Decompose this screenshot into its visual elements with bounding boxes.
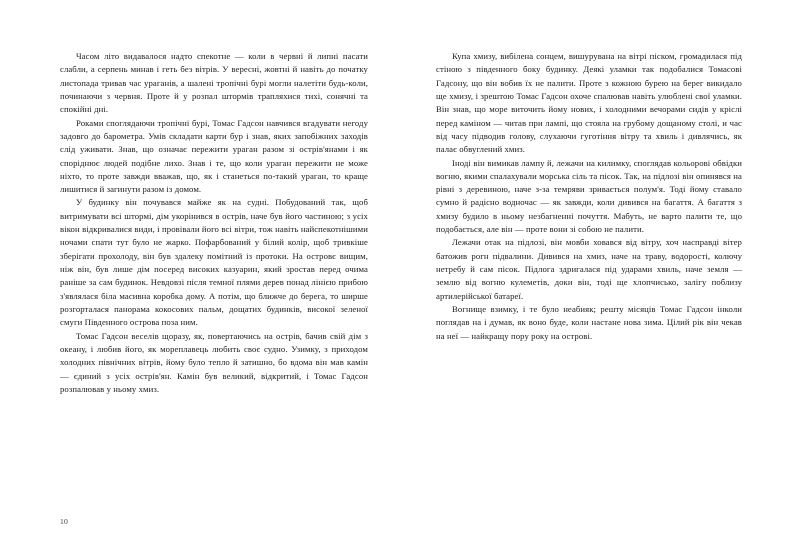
paragraph: Купа хмизу, вибілена сонцем, вишурувана на вітрі піском, громадилася під стіною з південного боку будинку. Деякі уламки так подобалися Томасові Гадсону, що він вобив їх не палити. Проте з кожною бурею на берег викидало ще хмизу, і зрештою Томас Гадсон охоче спалював навіть улюблені свої уламки. Він знав, що море виточить йому нових, і холодними вечорами сидів у кріслі перед каміном — читав при лампі, що стояла на грубому дощаному столі, и час від часу підводив голову, слухаючи гуготіння вітру та хвиль і дивлячись, як палає обвуглений хмиз.	[436, 51, 742, 155]
paragraph: Іноді він вимикав лампу й, лежачи на килимку, споглядав кольорові обвідки вогню, якими спалахували морська сіль та пісок. Так, на підлозі він опинявся на рівні з деревиною, наче з-за темряви зривається полум'я. Тоді йому ставало сумно й радісно водночас — як завжди, коли дивився на багаття. А багаття з хмизу будило в ньому незбагненні почуття. Мабуть, не варто палити те, що подобається, але він — проте вони зі собою не палити.	[436, 157, 742, 235]
paragraph: Роками споглядаючи тропічні бурі, Томас Гадсон навчився вгадувати негоду задовго до барометра. Умів складати карти бур і знав, яких запобіжних заходів слід уживати. Знав, що означає пережити ураган разом зі острів'янами і як споріднює людей подібне лихо. Знав і те, що коли ураган пережити не може ніхто, то проте завжди вважав, що, як і станеться по-такий ураган, то краще лишитися й загинути разом із домом.	[60, 117, 368, 195]
right-page-body	[436, 50, 742, 343]
left-page-body	[60, 50, 368, 396]
paragraph: Томас Гадсон веселів щоразу, як, повертаючись на острів, бачив свій дім з океану, і любив його, як мореплавець любить своє судно. Узимку, з приходом холодних північних вітрів, йому було тепло й затишно, бо вдома він мав камін — єдиний з усіх острів'ян. Камін був великий, відкритий, і Томас Гадсон розпалював у ньому хмиз.	[60, 330, 368, 394]
page-gutter	[400, 0, 401, 552]
paragraph: Часом літо видавалося надто спекотне — коли в червні й липні пасати слабли, а серпень минав і геть без вітрів. У вересні, жовтні й навіть до початку листопада тривав час ураганів, а шалені тропічні бурі могли налетіти будь-коли, починаючи з червня. Проте й у розпал штормів трапляхися тихі, сонячні та спокійні дні.	[60, 51, 368, 115]
page-number: 10	[60, 517, 68, 526]
paragraph: Вогнище взимку, і те було неабияк; решту місяців Томас Гадсон інколи поглядав на і думав, як воно буде, коли настане нова зима. Цілий рік він чекав на неї — найкращу пору року на острові.	[436, 303, 742, 341]
right-page	[400, 0, 800, 552]
paragraph: У будинку він почувався майже як на судні. Побудований так, щоб витримувати всі штормі, дім укорінився в острів, наче був його частиною; з усіх вікон відкривалися види, і провівали його всі вітри, тож навіть найспекотнішими ночами спати тут було не жарко. Пофарбований у білий колір, щоб тривкіше зберігати прохолоду, він був здалеку помітний із протоки. На островє вищим, ніж він, був лише дім посеред високих казуарин, який зростав перед очима раніше за сам будинок. Невдовзі після темної плями дерев понад лінією прибою з'являлася біла масивна коробка дому. А потім, що ближче до берега, то ширше розгорталася панорама кокосових пальм, дощатих будинків, високої зеленої смуги Південного острова поза ним.	[60, 197, 368, 328]
paragraph: Лежачи отак на підлозі, він мовби ховався від вітру, хоч насправді вітер батожив рогн підвалини. Дивився на хмиз, наче на траву, водорості, колючу нетребу й сам пісок. Підлога здригалася під ударами хвиль, наче земля — землю від вогню кулеметів, доки він, тоді ще хлопчисько, залігу поблизу артилерійської батареї.	[436, 237, 742, 301]
